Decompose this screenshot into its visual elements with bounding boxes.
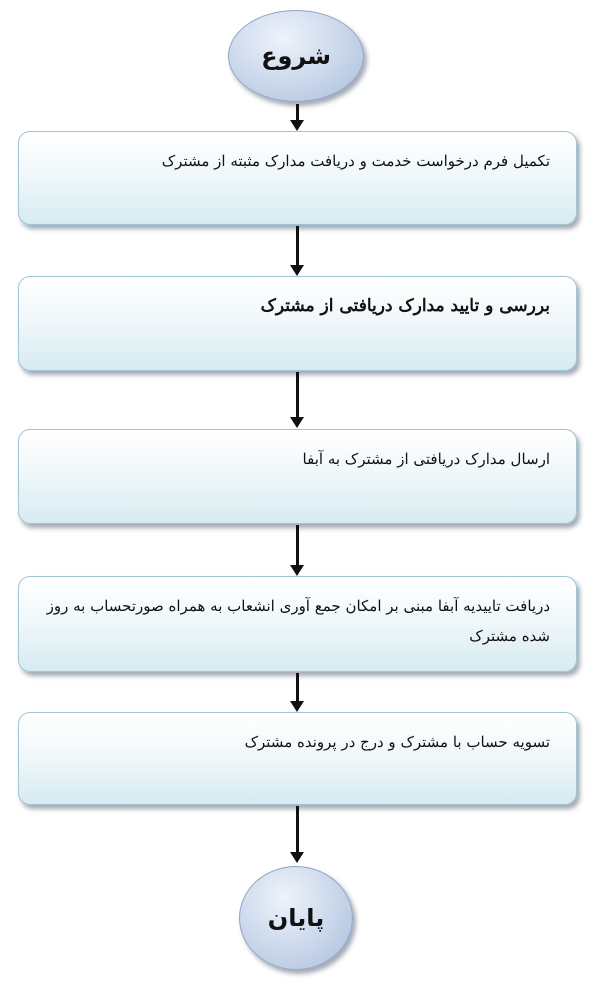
process-step-3 — [18, 429, 577, 524]
end-label: پایان — [267, 904, 325, 932]
arrow-start-to-step-1 — [296, 104, 299, 121]
process-step-5-text: تسویه حساب با مشترک و درج در پرونده مشترک — [244, 733, 550, 751]
arrow-step-4-to-step-5 — [296, 673, 299, 702]
process-step-2-text: بررسی و تایید مدارک دریافتی از مشترک — [260, 296, 550, 316]
process-step-1-text: تکمیل فرم درخواست خدمت و دریافت مدارک مثبته از مشترک — [161, 152, 550, 170]
arrow-step-1-to-step-2 — [296, 226, 299, 266]
process-step-1 — [18, 131, 577, 225]
arrow-step-2-to-step-3 — [296, 372, 299, 418]
process-step-4-text: دریافت تاییدیه آبفا مبنی بر امکان جمع آوری انشعاب به همراه صورتحساب به روز شده مشترک — [46, 597, 550, 645]
arrow-step-3-to-step-4 — [296, 525, 299, 566]
end-terminal — [239, 866, 353, 970]
process-step-4 — [18, 576, 577, 672]
process-step-5 — [18, 712, 577, 805]
start-terminal — [228, 10, 364, 102]
process-step-3-text: ارسال مدارک دریافتی از مشترک به آبفا — [302, 450, 550, 468]
process-step-2 — [18, 276, 577, 371]
arrow-step-5-to-end — [296, 806, 299, 853]
start-label: شروع — [261, 42, 331, 70]
